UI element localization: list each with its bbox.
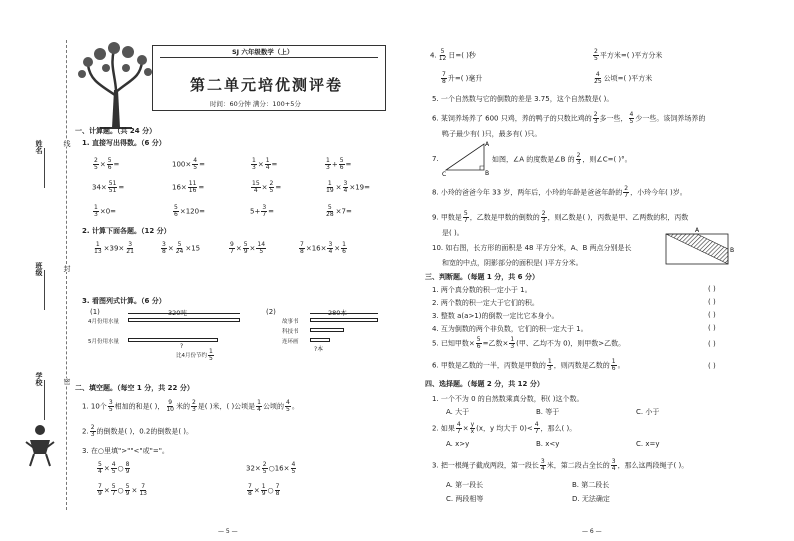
section1-title: 一、计算题。（共 24 分） [75,127,157,135]
choice-q1: 1. 一个不为 0 的自然数乘真分数，积( )这个数。 [432,395,584,403]
svg-text:B: B [730,247,735,254]
q4-line3: $\frac{7}{8}$ 升=( )毫升 [442,71,483,85]
choice-q2-b[interactable]: B. x<y [536,440,560,448]
calc-item: $\frac{3}{8}$ × $\frac{5}{24}$ ×15 [162,241,201,255]
judge-answer-6[interactable]: ( ) [708,362,716,370]
judge-answer-5[interactable]: ( ) [708,340,716,348]
diagram-1-brace [128,313,240,314]
judge-item-5: 5. 已知甲数× $\frac{5}{6}$ =乙数× $\frac{1}{3}$ (甲、乙均不为 0)，则甲数>乙数。 [432,336,626,350]
school-underline [44,380,45,420]
mm-item: $\frac{1}{19}$ × $\frac{3}{4}$ ×19= [326,180,370,194]
line-mark: 线 [63,140,71,147]
mm-item: $\frac{1}{3}$ + $\frac{5}{6}$ = [326,157,352,171]
name-label: 姓名 [35,140,43,154]
mm-item: $\frac{1}{3}$ ×0= [94,204,117,218]
judge-item-3: 3. 整数 a(a>1)的倒数一定比它本身小。 [432,312,559,320]
series-label: SJ 六年级数学（上） [232,48,294,56]
svg-text:A: A [695,227,700,234]
tree-illustration [70,40,160,130]
page-number-right: — 6 — [582,528,602,535]
q6-line1: 6. 某饲养场养了 600 只鸡，养的鸭子的只数比鸡的 $\frac{2}{3}$ 多一些， $\frac{4}{5}$ 少一些。该饲养场养的 [432,111,706,125]
choice-q3-d[interactable]: D. 无法确定 [572,495,610,503]
mm-item: $\frac{5}{6}$ ×120= [174,204,205,218]
q10-line1: 10. 如右图，长方形的面积是 48 平方分米，A、B 两点分别是长 [432,244,632,252]
s1-q3-title: 3. 看图列式计算。（6 分） [82,297,166,305]
q4-line2: $\frac{2}{5}$ 平方米=( )平方分米 [594,48,663,62]
compare-item: $\frac{7}{9}$ × $\frac{5}{7}$ ○ $\frac{5}{9}$ × $\frac{7}{13}$ [98,483,147,497]
s1-q2-title: 2. 计算下面各题。（12 分） [82,227,171,235]
diagram-2-number: (2) [266,308,276,316]
judge-item-4: 4. 互为倒数的两个非负数，它们的积一定大于 1。 [432,325,588,333]
diagram-1-value: 320吨 [168,309,187,317]
mm-item: 5+ $\frac{3}{7}$ = [250,204,275,218]
section3-title: 三、判断题。（每题 1 分，共 6 分） [425,273,539,281]
choice-q1-c[interactable]: C. 小于 [636,408,660,416]
judge-answer-2[interactable]: ( ) [708,298,716,306]
diagram-1-question: ? [180,343,184,350]
choice-q1-a[interactable]: A. 大于 [446,408,470,416]
fill-q3: 3. 在○里填">""<"或"="。 [82,447,169,455]
binding-line [66,40,67,510]
name-underline [44,148,45,188]
q7-text: 如图，∠A 的度数是∠B 的 $\frac{2}{3}$ ，则∠C=( )°。 [492,152,632,166]
mm-item: $\frac{5}{28}$ ×7= [326,204,352,218]
triangle-figure [442,140,492,176]
mm-item: 100× $\frac{4}{5}$ = [172,157,205,171]
compare-item: $\frac{7}{8}$ × $\frac{1}{9}$ ○ $\frac{7}{8}$ [248,483,280,497]
diagram-1-number: (1) [90,308,100,316]
student-reading-illustration [20,420,60,470]
compare-item: $\frac{5}{4}$ × $\frac{4}{5}$ ○ $\frac{8}{9}$ [98,461,130,475]
diagram-2-bar-a [310,318,378,322]
rectangle-figure [664,226,736,270]
diagram-2-label-b: 科技书 [282,329,299,335]
diagram-2-value: 280本 [328,309,347,317]
mm-item: $\frac{15}{4}$ × $\frac{2}{5}$ = [252,180,282,194]
mm-item: 16× $\frac{11}{16}$ = [172,180,205,194]
q7-number: 7. [432,155,439,163]
svg-text:C: C [442,171,447,176]
page-title: 第二单元培优测评卷 [190,76,344,94]
section4-title: 四、选择题。（每题 2 分，共 12 分） [425,380,544,388]
class-label: 班级 [35,262,43,276]
choice-q2: 2. 如果 $\frac{4}{7}$ × $\frac{y}{x}$ (x，y 均大于 0)< $\frac{4}{7}$ ，那么( )。 [432,421,577,435]
judge-answer-1[interactable]: ( ) [708,285,716,293]
section2-title: 二、填空题。（每空 1 分，共 22 分） [75,384,194,392]
diagram-2-label-a: 故事书 [282,319,299,325]
calc-item: $\frac{7}{8}$ ×16× $\frac{3}{4}$ × $\frac{1}{6}$ [300,241,346,255]
judge-item-2: 2. 两个数的积一定大于它们的积。 [432,299,539,307]
choice-q2-a[interactable]: A. x>y [446,440,470,448]
choice-q3: 3. 把一根绳子截成两段，第一段长 $\frac{3}{4}$ 米，第二段占全长的 $\frac{3}{4}$ ，那么这两段绳子( )。 [432,458,689,472]
q9-line2: 是( )。 [442,229,464,237]
q4-line4: $\frac{4}{25}$ 公顷=( )平方米 [594,71,653,85]
q5: 5. 一个自然数与它的倒数的差是 3.75，这个自然数是( )。 [432,95,614,103]
diagram-2-bar-b [310,328,344,332]
q4-line1: 4. $\frac{5}{12}$ 日=( )秒 [430,48,476,62]
judge-answer-4[interactable]: ( ) [708,324,716,332]
q9-line1: 9. 甲数是 $\frac{5}{7}$ ，乙数是甲数的倒数的 $\frac{2}{3}$ ，则乙数是( )，丙数是甲、乙两数的积，丙数 [432,210,689,224]
diagram-2-label-c: 连环画 [282,339,299,345]
diagram-2-brace [310,313,378,314]
diagram-2-question: ?本 [314,346,324,353]
compare-item: 32× $\frac{2}{5}$ ○16× $\frac{4}{5}$ [246,461,296,475]
svg-text:A: A [485,141,490,148]
q10-line2: 和宽的中点，阴影部分的面积是( )平方分米。 [442,259,583,267]
choice-q2-c[interactable]: C. x=y [636,440,660,448]
class-underline [44,270,45,310]
diagram-1-top-bar [128,318,240,322]
diagram-1-bottom-bar [128,338,218,342]
q8: 8. 小玲的爸爸今年 33 岁，两年后，小玲的年龄是爸爸年龄的 $\frac{2}{7}$ ，小玲今年( )岁。 [432,185,687,199]
fill-q2: 2. $\frac{2}{3}$ 的倒数是( )，0.2的倒数是( )。 [82,424,194,438]
school-label: 学校 [35,372,43,386]
mm-item: $\frac{1}{3}$ × $\frac{1}{4}$ = [252,157,278,171]
judge-item-6: 6. 甲数是乙数的一半，丙数是甲数的 $\frac{1}{3}$ ，则丙数是乙数的 $\frac{1}{6}$ 。 [432,358,625,372]
q6-line2: 鸭子最少有( )只，最多有( )只。 [442,130,542,138]
choice-q3-b[interactable]: B. 第二段长 [572,481,610,489]
judge-item-1: 1. 两个真分数的积一定小于 1。 [432,286,532,294]
choice-q3-a[interactable]: A. 第一段长 [446,481,484,489]
calc-item: $\frac{1}{13}$ ×39× $\frac{3}{21}$ [94,241,134,255]
choice-q1-b[interactable]: B. 等于 [536,408,560,416]
seal2-mark: 密 [63,378,71,385]
choice-q3-c[interactable]: C. 两段相等 [446,495,484,503]
mm-item: 34× $\frac{51}{51}$ = [92,180,125,194]
diagram-1-top-label: 4月份用水量 [88,319,119,325]
fill-q1: 1. 10个 $\frac{3}{5}$ 相加的和是( )， $\frac{9}{10}$ 米的 $\frac{2}{3}$ 是( )米，( )公顷是 $\frac{1}{4}$ 公顷的 $\frac{4}{5}$ 。 [82,399,299,413]
diagram-1-bottom-label: 5月份用水量 [88,339,119,345]
diagram-1-note: 比4月份节约 $\frac{1}{5}$ [176,348,213,362]
diagram-2-bar-c [310,338,330,342]
calc-item: $\frac{9}{7}$ × $\frac{5}{9}$ × $\frac{14}{5}$ [230,241,266,255]
s1-q1-title: 1. 直接写出得数。（6 分） [82,139,166,147]
page-number-left: — 5 — [218,528,238,535]
seal-mark: 封 [63,265,71,272]
title-rule [160,57,378,58]
exam-meta: 时间：60分钟 满分：100+5分 [210,100,301,108]
mm-item: $\frac{2}{5}$ × $\frac{5}{6}$ = [94,157,120,171]
svg-text:B: B [485,170,490,176]
judge-answer-3[interactable]: ( ) [708,311,716,319]
